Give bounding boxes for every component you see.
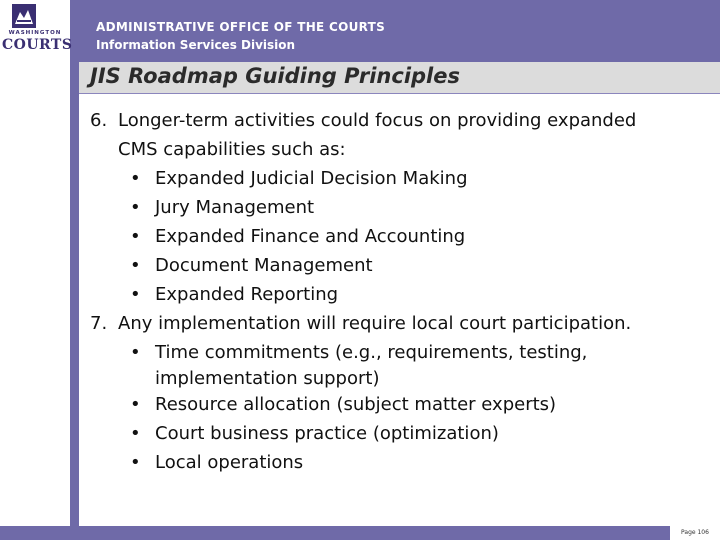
list-item: • Court business practice (optimization) (90, 419, 715, 448)
item-text: Any implementation will require local court participation. (118, 313, 632, 334)
title-divider (79, 93, 720, 94)
principle-item (90, 106, 715, 164)
bullet-icon: • (130, 423, 141, 444)
list-item: • Expanded Reporting (90, 280, 715, 309)
bullet-icon: • (130, 226, 141, 247)
list-item: • Resource allocation (subject matter experts) (90, 390, 715, 419)
list-item: • Local operations (90, 448, 715, 477)
bullet-icon: • (130, 168, 141, 189)
item-number: 6. (90, 110, 108, 131)
bullet-icon: • (130, 342, 141, 363)
slide-body (90, 106, 715, 477)
bullet-icon: • (130, 197, 141, 218)
list-item: • Expanded Judicial Decision Making (90, 164, 715, 193)
list-item: • Document Management (90, 251, 715, 280)
page-number: Page 106 (670, 526, 720, 540)
washington-courts-logo (0, 0, 73, 62)
item-text-continued: CMS capabilities such as: (118, 139, 346, 160)
logo-emblem-icon (12, 4, 36, 28)
bullet-icon: • (130, 255, 141, 276)
list-item: • Jury Management (90, 193, 715, 222)
item-number: 7. (90, 313, 108, 334)
division-name: Information Services Division (96, 38, 296, 52)
principle-item (90, 309, 715, 338)
left-accent-bar (70, 62, 79, 526)
list-item: • Time commitments (e.g., requirements, testing, implementation support) (90, 338, 715, 390)
bullet-list (90, 164, 715, 309)
item-text: Longer-term activities could focus on providing expanded (118, 110, 637, 131)
office-name: ADMINISTRATIVE OFFICE OF THE COURTS (96, 20, 386, 34)
bullet-icon: • (130, 452, 141, 473)
list-item: • Expanded Finance and Accounting (90, 222, 715, 251)
slide-title: JIS Roadmap Guiding Principles (90, 64, 460, 88)
bullet-list (90, 338, 715, 477)
logo-text-main: COURTS (2, 37, 73, 53)
bullet-icon: • (130, 394, 141, 415)
logo-text-top: WASHINGTON (8, 30, 62, 36)
bullet-icon: • (130, 284, 141, 305)
footer-bar (0, 526, 720, 540)
